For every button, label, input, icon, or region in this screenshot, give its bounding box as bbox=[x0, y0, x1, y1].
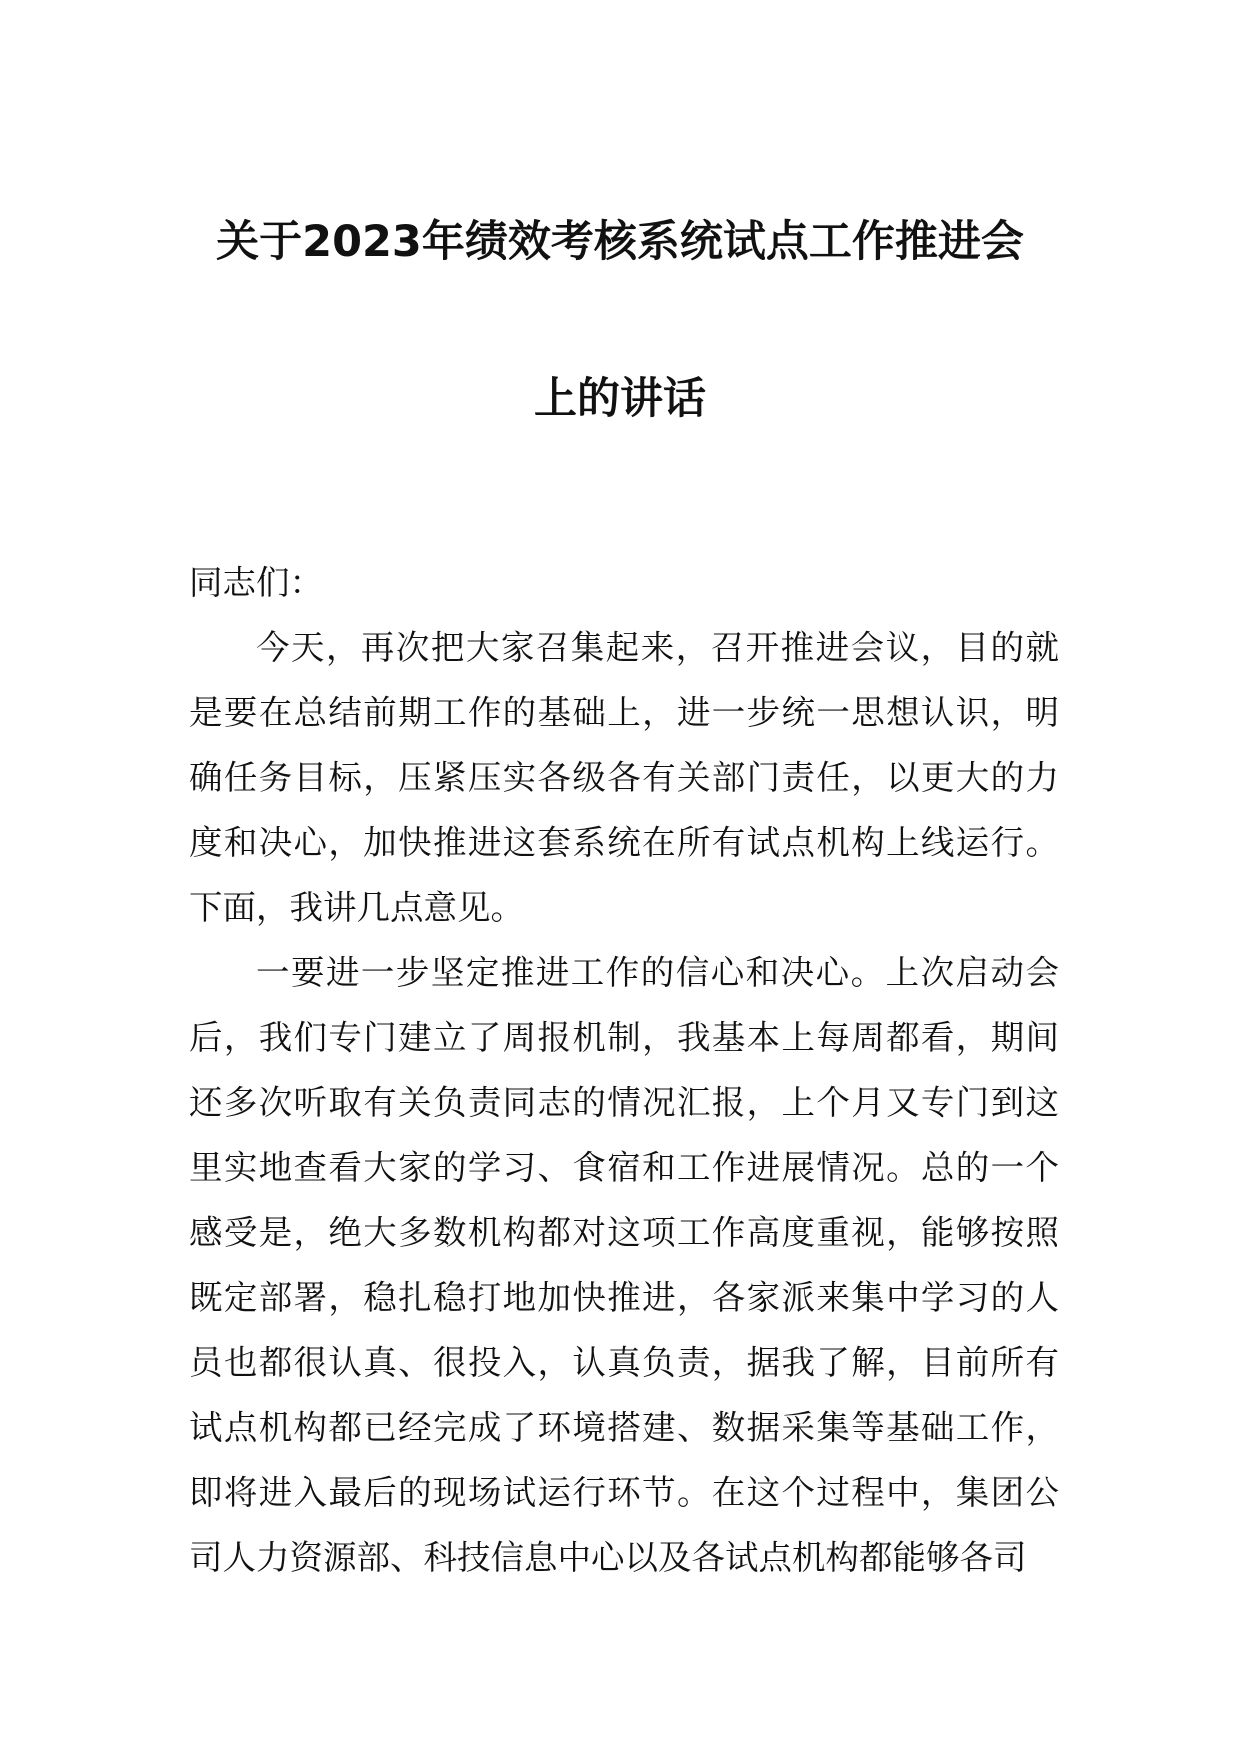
salutation: 同志们： bbox=[189, 563, 323, 602]
document-body bbox=[189, 550, 1059, 1590]
document-title-line-2: 上的讲话 bbox=[534, 374, 706, 424]
paragraph-2: 一要进一步坚定推进工作的信心和决心。上次启动会后，我们专门建立了周报机制，我基本上每周都看，期间还多次听取有关负责同志的情况汇报，上个月又专门到这里实地查看大家的学习、食宿和工作进展情况。总的一个感受是，绝大多数机构都对这项工作高度重视，能够按照既定部署，稳扎稳打地加快推进，各家派来集中学习的人员也都很认真、很投入，认真负责，据我了解，目前所有试点机构都已经完成了环境搭建、数据采集等基础工作，即将进入最后的现场试运行环节。在这个过程中，集团公司人力资源部、科技信息中心以及各试点机构都能够各司 bbox=[189, 953, 1059, 1577]
paragraph-1: 今天，再次把大家召集起来，召开推进会议，目的就是要在总结前期工作的基础上，进一步统一思想认识，明确任务目标，压紧压实各级各有关部门责任，以更大的力度和决心，加快推进这套系统在所有试点机构上线运行。下面，我讲几点意见。 bbox=[189, 628, 1059, 927]
document-title-line-1: 关于2023年绩效考核系统试点工作推进会 bbox=[216, 217, 1024, 267]
